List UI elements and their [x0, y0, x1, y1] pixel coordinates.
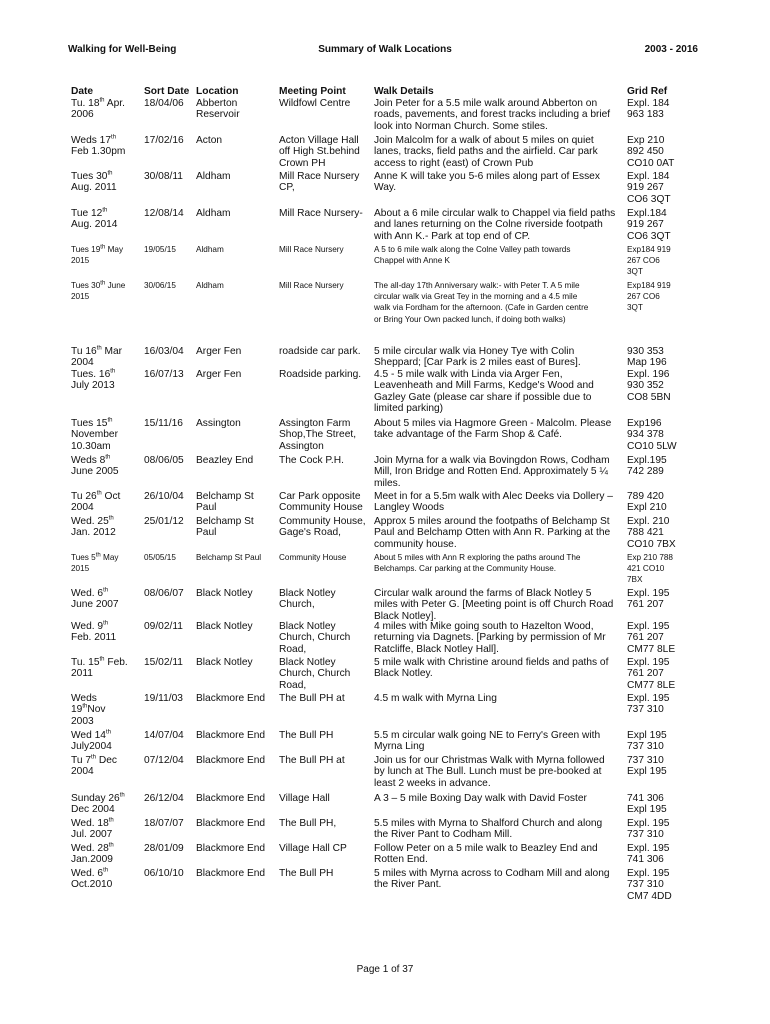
header-title: Walking for Well-Being	[68, 44, 177, 55]
date-cell: Tues 5th May 2015	[71, 552, 119, 574]
location-cell: Aldham	[196, 208, 231, 219]
column-header-sort-date: Sort Date	[144, 86, 190, 97]
column-header-location: Location	[196, 86, 239, 97]
sort-date-cell: 06/10/10	[144, 868, 184, 879]
header-years: 2003 - 2016	[644, 44, 698, 55]
walk-details-cell: A 5 to 6 mile walk along the Colne Valley path towards Chappel with Anne K	[374, 245, 571, 266]
date-cell: Tu 7th Dec 2004	[71, 754, 117, 778]
walk-details-cell: About 5 miles via Hagmore Green - Malcolm. Please take advantage of the Farm Shop & Café.	[374, 418, 612, 441]
sort-date-cell: 12/08/14	[144, 208, 184, 219]
date-cell: Wed. 6th June 2007	[71, 587, 119, 611]
date-cell: Wed. 25th Jan. 2012	[71, 515, 116, 539]
sort-date-cell: 15/02/11	[144, 657, 183, 668]
meeting-point-cell: Roadside parking.	[279, 369, 362, 380]
sort-date-cell: 08/06/05	[144, 455, 184, 466]
grid-ref-cell: Exp184 919 267 CO6 3QT	[627, 281, 671, 313]
location-cell: Arger Fen	[196, 369, 242, 380]
date-cell: Tue 12th Aug. 2014	[71, 207, 118, 231]
walk-details-cell: Meet in for a 5.5m walk with Alec Deeks via Dollery – Langley Woods	[374, 491, 613, 514]
sort-date-cell: 25/01/12	[144, 516, 184, 527]
grid-ref-cell: Expl 195 737 310	[627, 730, 667, 753]
location-cell: Abberton Reservoir	[196, 98, 240, 121]
sort-date-cell: 07/12/04	[144, 755, 184, 766]
meeting-point-cell: Black Notley Church,	[279, 588, 336, 611]
meeting-point-cell: Community House, Gage's Road,	[279, 516, 366, 539]
walk-details-cell: 5.5 m circular walk going NE to Ferry's Green with Myrna Ling	[374, 730, 601, 753]
location-cell: Blackmore End	[196, 755, 266, 766]
grid-ref-cell: Expl. 196 930 352 CO8 5BN	[627, 369, 671, 403]
grid-ref-cell: Expl. 195 741 306	[627, 843, 670, 866]
walk-details-cell: 4 miles with Mike going south to Hazelton Wood, returning via Dagnets. [Parking by permission of Mr Ratcliffe, Black Notley Hall].	[374, 621, 606, 655]
meeting-point-cell: Mill Race Nursery CP,	[279, 171, 360, 194]
meeting-point-cell: Black Notley Church, Church Road,	[279, 621, 351, 655]
walk-details-cell: About a 6 mile circular walk to Chappel via field paths and lanes returning on the Colne riverside footpath with Ann K.- Park at top end of CP.	[374, 208, 616, 242]
meeting-point-cell: Village Hall CP	[279, 843, 347, 854]
grid-ref-cell: Expl. 195 761 207 CM77 8LE	[627, 657, 676, 691]
sort-date-cell: 16/07/13	[144, 369, 184, 380]
location-cell: Black Notley	[196, 657, 253, 668]
location-cell: Black Notley	[196, 588, 253, 599]
meeting-point-cell: The Bull PH	[279, 868, 334, 879]
grid-ref-cell: 737 310 Expl 195	[627, 755, 667, 778]
walk-details-cell: About 5 miles with Ann R exploring the paths around The Belchamps. Car parking at the Community House.	[374, 553, 581, 574]
grid-ref-cell: Expl. 184 919 267 CO6 3QT	[627, 171, 671, 205]
walk-details-cell: 5.5 miles with Myrna to Shalford Church and along the River Pant to Codham Mill.	[374, 818, 603, 841]
meeting-point-cell: Mill Race Nursery-	[279, 208, 363, 219]
walk-details-cell: The all-day 17th Anniversary walk:- with Peter T. A 5 mile circular walk via Great Tey in the morning and a 4.5 mile walk via Fordham for the afternoon. (Cafe in Garden centre or Bring Your Own packed lunch, if doing both walks)	[374, 281, 589, 324]
grid-ref-cell: 789 420 Expl 210	[627, 491, 667, 514]
walk-details-cell: A 3 – 5 mile Boxing Day walk with David Foster	[374, 793, 587, 804]
grid-ref-cell: Expl. 195 737 310	[627, 818, 670, 841]
meeting-point-cell: The Cock P.H.	[279, 455, 344, 466]
date-cell: Tu 16th Mar 2004	[71, 345, 123, 369]
header-summary: Summary of Walk Locations	[318, 44, 452, 55]
location-cell: Beazley End	[196, 455, 254, 466]
sort-date-cell: 15/11/16	[144, 418, 183, 429]
date-cell: Tues 19th May 2015	[71, 244, 124, 266]
date-cell: Tu. 15th Feb. 2011	[71, 656, 128, 680]
walk-details-cell: Anne K will take you 5-6 miles along part of Essex Way.	[374, 171, 600, 194]
meeting-point-cell: The Bull PH at	[279, 693, 345, 704]
grid-ref-cell: Exp 210 788 421 CO10 7BX	[627, 553, 673, 585]
location-cell: Aldham	[196, 281, 224, 290]
location-cell: Blackmore End	[196, 793, 266, 804]
meeting-point-cell: Wildfowl Centre	[279, 98, 351, 109]
grid-ref-cell: Expl.184 919 267 CO6 3QT	[627, 208, 671, 242]
meeting-point-cell: Assington Farm Shop,The Street, Assington	[279, 418, 357, 452]
meeting-point-cell: Community House	[279, 553, 347, 562]
location-cell: Blackmore End	[196, 818, 266, 829]
grid-ref-cell: Expl. 195 761 207 CM77 8LE	[627, 621, 676, 655]
date-cell: Wed. 18th Jul. 2007	[71, 817, 114, 841]
sort-date-cell: 16/03/04	[144, 346, 184, 357]
meeting-point-cell: The Bull PH,	[279, 818, 337, 829]
sort-date-cell: 18/04/06	[144, 98, 184, 109]
sort-date-cell: 26/10/04	[144, 491, 184, 502]
grid-ref-cell: 930 353 Map 196	[627, 346, 667, 369]
sort-date-cell: 30/08/11	[144, 171, 183, 182]
sort-date-cell: 28/01/09	[144, 843, 184, 854]
date-cell: Tu. 18th Apr. 2006	[71, 97, 125, 121]
meeting-point-cell: Acton Village Hall off High St.behind Crown PH	[279, 135, 360, 169]
grid-ref-cell: Expl. 195 737 310	[627, 693, 670, 716]
meeting-point-cell: The Bull PH	[279, 730, 334, 741]
sort-date-cell: 26/12/04	[144, 793, 184, 804]
grid-ref-cell: Expl. 195 737 310 CM7 4DD	[627, 868, 672, 902]
sort-date-cell: 09/02/11	[144, 621, 183, 632]
date-cell: Weds 19thNov 2003	[71, 693, 106, 727]
grid-ref-cell: Expl. 184 963 183	[627, 98, 670, 121]
walk-details-cell: 4.5 - 5 mile walk with Linda via Arger Fen, Leavenheath and Mill Farms, Kedge's Wood and Gazley Gate (please car share if possible due to limited parking)	[374, 369, 594, 415]
grid-ref-cell: Expl. 210 788 421 CO10 7BX	[627, 516, 676, 550]
grid-ref-cell: 741 306 Expl 195	[627, 793, 667, 816]
meeting-point-cell: Mill Race Nursery	[279, 281, 344, 290]
sort-date-cell: 17/02/16	[144, 135, 184, 146]
location-cell: Aldham	[196, 171, 231, 182]
walk-details-cell: 5 mile circular walk via Honey Tye with Colin Sheppard; [Car Park is 2 miles east of Bures].	[374, 346, 581, 369]
sort-date-cell: 19/05/15	[144, 245, 176, 254]
sort-date-cell: 30/06/15	[144, 281, 176, 290]
location-cell: Belchamp St Paul	[196, 553, 262, 562]
date-cell: Tues 30th June 2015	[71, 280, 126, 302]
location-cell: Belchamp St Paul	[196, 516, 254, 539]
walk-details-cell: Circular walk around the farms of Black Notley 5 miles with Peter G. [Meeting point is off Church Road Black Notley].	[374, 588, 614, 622]
column-header-grid-ref: Grid Ref	[627, 86, 668, 97]
grid-ref-cell: Exp 210 892 450 CO10 0AT	[627, 135, 675, 169]
location-cell: Acton	[196, 135, 223, 146]
walk-details-cell: Join Malcolm for a walk of about 5 miles on quiet lanes, tracks, field paths and the airfield. Car park access to right (east) of Crown Pub	[374, 135, 598, 169]
walk-details-cell: 5 mile walk with Christine around fields and paths of Black Notley.	[374, 657, 609, 680]
column-header-date: Date	[71, 86, 94, 97]
grid-ref-cell: Exp184 919 267 CO6 3QT	[627, 245, 671, 277]
location-cell: Blackmore End	[196, 868, 266, 879]
walk-details-cell: Join us for our Christmas Walk with Myrna followed by lunch at The Bull. Lunch must be pre-booked at least 2 weeks in advance.	[374, 755, 605, 789]
date-cell: Tues 15th November 10.30am	[71, 417, 118, 452]
meeting-point-cell: The Bull PH at	[279, 755, 345, 766]
date-cell: Tues. 16th July 2013	[71, 368, 116, 392]
date-cell: Wed. 9th Feb. 2011	[71, 620, 117, 644]
meeting-point-cell: Village Hall	[279, 793, 330, 804]
sort-date-cell: 14/07/04	[144, 730, 184, 741]
walk-details-cell: Approx 5 miles around the footpaths of Belchamp St Paul and Belchamp Otten with Ann R. Parking at the community house.	[374, 516, 611, 550]
location-cell: Belchamp St Paul	[196, 491, 254, 514]
column-header-walk-details: Walk Details	[374, 86, 434, 97]
meeting-point-cell: Mill Race Nursery	[279, 245, 344, 254]
walk-details-cell: 4.5 m walk with Myrna Ling	[374, 693, 497, 704]
location-cell: Blackmore End	[196, 843, 266, 854]
location-cell: Assington	[196, 418, 241, 429]
date-cell: Tu 26th Oct 2004	[71, 490, 121, 514]
date-cell: Weds 8th June 2005	[71, 454, 119, 478]
location-cell: Black Notley	[196, 621, 253, 632]
date-cell: Wed. 6th Oct.2010	[71, 867, 113, 891]
meeting-point-cell: Car Park opposite Community House	[279, 491, 363, 514]
date-cell: Sunday 26th Dec 2004	[71, 792, 125, 816]
sort-date-cell: 08/06/07	[144, 588, 184, 599]
walk-details-cell: 5 miles with Myrna across to Codham Mill and along the River Pant.	[374, 868, 610, 891]
date-cell: Wed. 28th Jan.2009	[71, 842, 114, 866]
meeting-point-cell: Black Notley Church, Church Road,	[279, 657, 351, 691]
grid-ref-cell: Expl.195 742 289	[627, 455, 667, 478]
grid-ref-cell: Exp196 934 378 CO10 5LW	[627, 418, 677, 452]
date-cell: Wed 14th July2004	[71, 729, 112, 753]
meeting-point-cell: roadside car park.	[279, 346, 361, 357]
walk-details-cell: Follow Peter on a 5 mile walk to Beazley End and Rotten End.	[374, 843, 598, 866]
date-cell: Weds 17th Feb 1.30pm	[71, 134, 126, 158]
sort-date-cell: 19/11/03	[144, 693, 183, 704]
location-cell: Arger Fen	[196, 346, 242, 357]
location-cell: Aldham	[196, 245, 224, 254]
location-cell: Blackmore End	[196, 730, 266, 741]
walk-details-cell: Join Myrna for a walk via Bovingdon Rows, Codham Mill, Iron Bridge and Rotten End. Approximately 5 ¼ miles.	[374, 455, 610, 489]
page-number: Page 1 of 37	[356, 964, 414, 975]
sort-date-cell: 05/05/15	[144, 553, 176, 562]
sort-date-cell: 18/07/07	[144, 818, 184, 829]
walk-details-cell: Join Peter for a 5.5 mile walk around Abberton on roads, pavements, and forest tracks including a brief look into Norman Church. Some stiles.	[374, 98, 611, 132]
location-cell: Blackmore End	[196, 693, 266, 704]
column-header-meeting-point: Meeting Point	[279, 86, 346, 97]
date-cell: Tues 30th Aug. 2011	[71, 170, 117, 194]
grid-ref-cell: Expl. 195 761 207	[627, 588, 670, 611]
